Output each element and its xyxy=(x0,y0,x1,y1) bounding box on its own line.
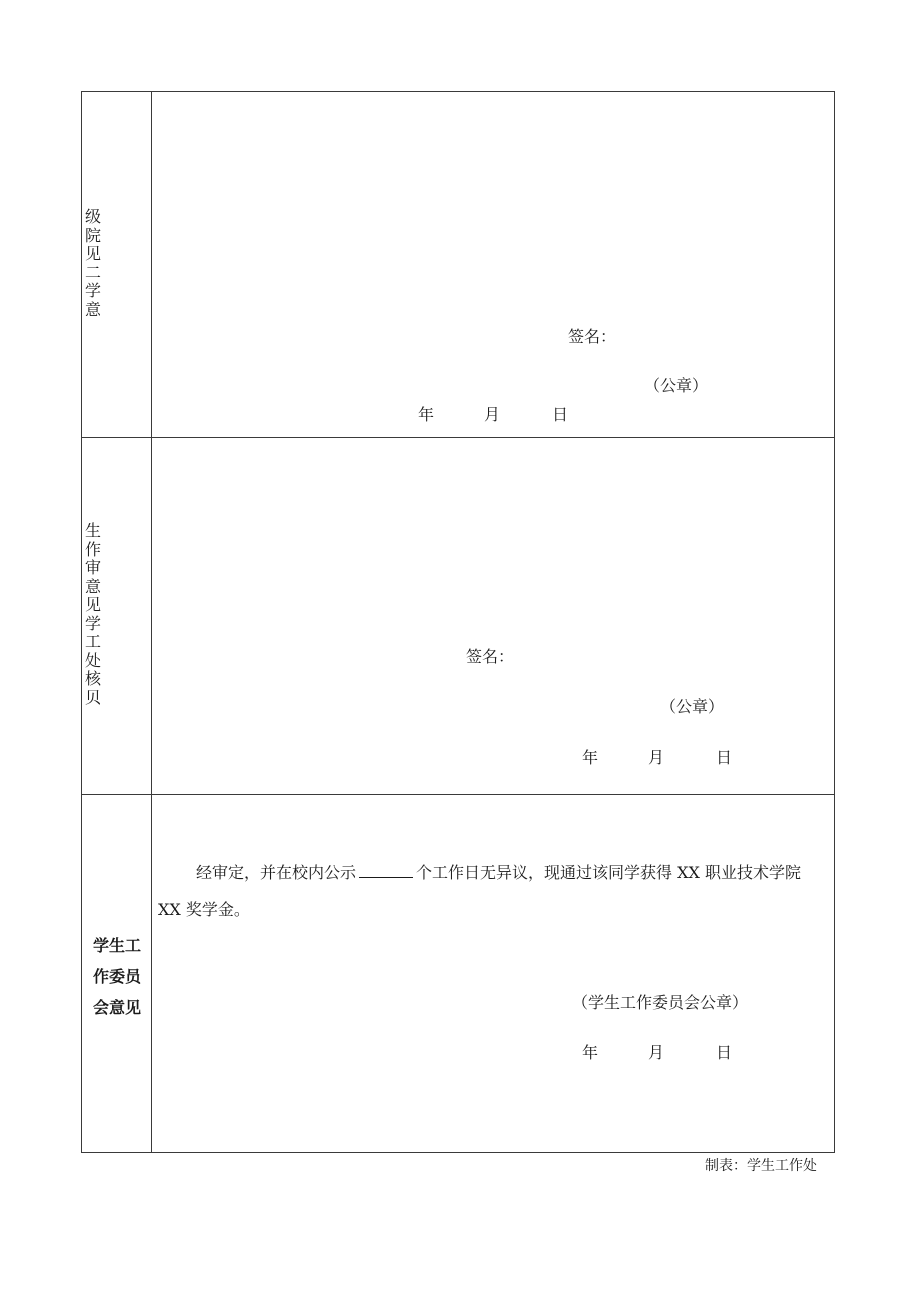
committee-date-day: 日 xyxy=(716,1043,733,1062)
student-affairs-date-month: 月 xyxy=(648,748,665,767)
student-affairs-label: 生作审意见学工处核贝 xyxy=(85,521,102,707)
committee-date-year: 年 xyxy=(582,1043,599,1062)
student-affairs-signature-label: 签名： xyxy=(466,647,515,666)
publicity-days-blank xyxy=(359,863,413,878)
student-affairs-review-row xyxy=(82,438,834,795)
approval-form-table xyxy=(81,91,835,1153)
form-footer-maker: 制表：学生工作处 xyxy=(705,1158,817,1174)
student-affairs-date-year: 年 xyxy=(582,748,599,767)
college-date-month: 月 xyxy=(484,405,501,424)
college-date-day: 日 xyxy=(552,405,569,424)
committee-opinion-content xyxy=(152,795,834,1152)
college-date-year: 年 xyxy=(418,405,435,424)
committee-label-cell xyxy=(82,795,152,1152)
student-affairs-label-cell xyxy=(82,438,152,794)
committee-opinion-row xyxy=(82,795,834,1152)
approval-text-part1: 经审定，并在校内公示 xyxy=(196,863,357,882)
student-affairs-seal-label: （公章） xyxy=(660,697,725,716)
college-opinion-content xyxy=(152,92,834,437)
committee-opinion-label: 学生工作委员会意见 xyxy=(92,936,141,1017)
student-affairs-date-day: 日 xyxy=(716,748,733,767)
student-affairs-content xyxy=(152,438,834,794)
college-seal-label: （公章） xyxy=(644,376,709,395)
college-signature-label: 签名： xyxy=(568,327,617,346)
committee-approval-text xyxy=(158,854,828,928)
approval-text-part2: 个工作日无异议，现通过该同学获得 XX 职业技术学院 XX 奖学金。 xyxy=(158,863,801,919)
college-opinion-label: 级院见二学意 xyxy=(85,207,102,319)
college-opinion-row xyxy=(82,92,834,438)
committee-seal-label: （学生工作委员会公章） xyxy=(572,993,749,1012)
college-opinion-label-cell xyxy=(82,92,152,437)
committee-date-month: 月 xyxy=(648,1043,665,1062)
